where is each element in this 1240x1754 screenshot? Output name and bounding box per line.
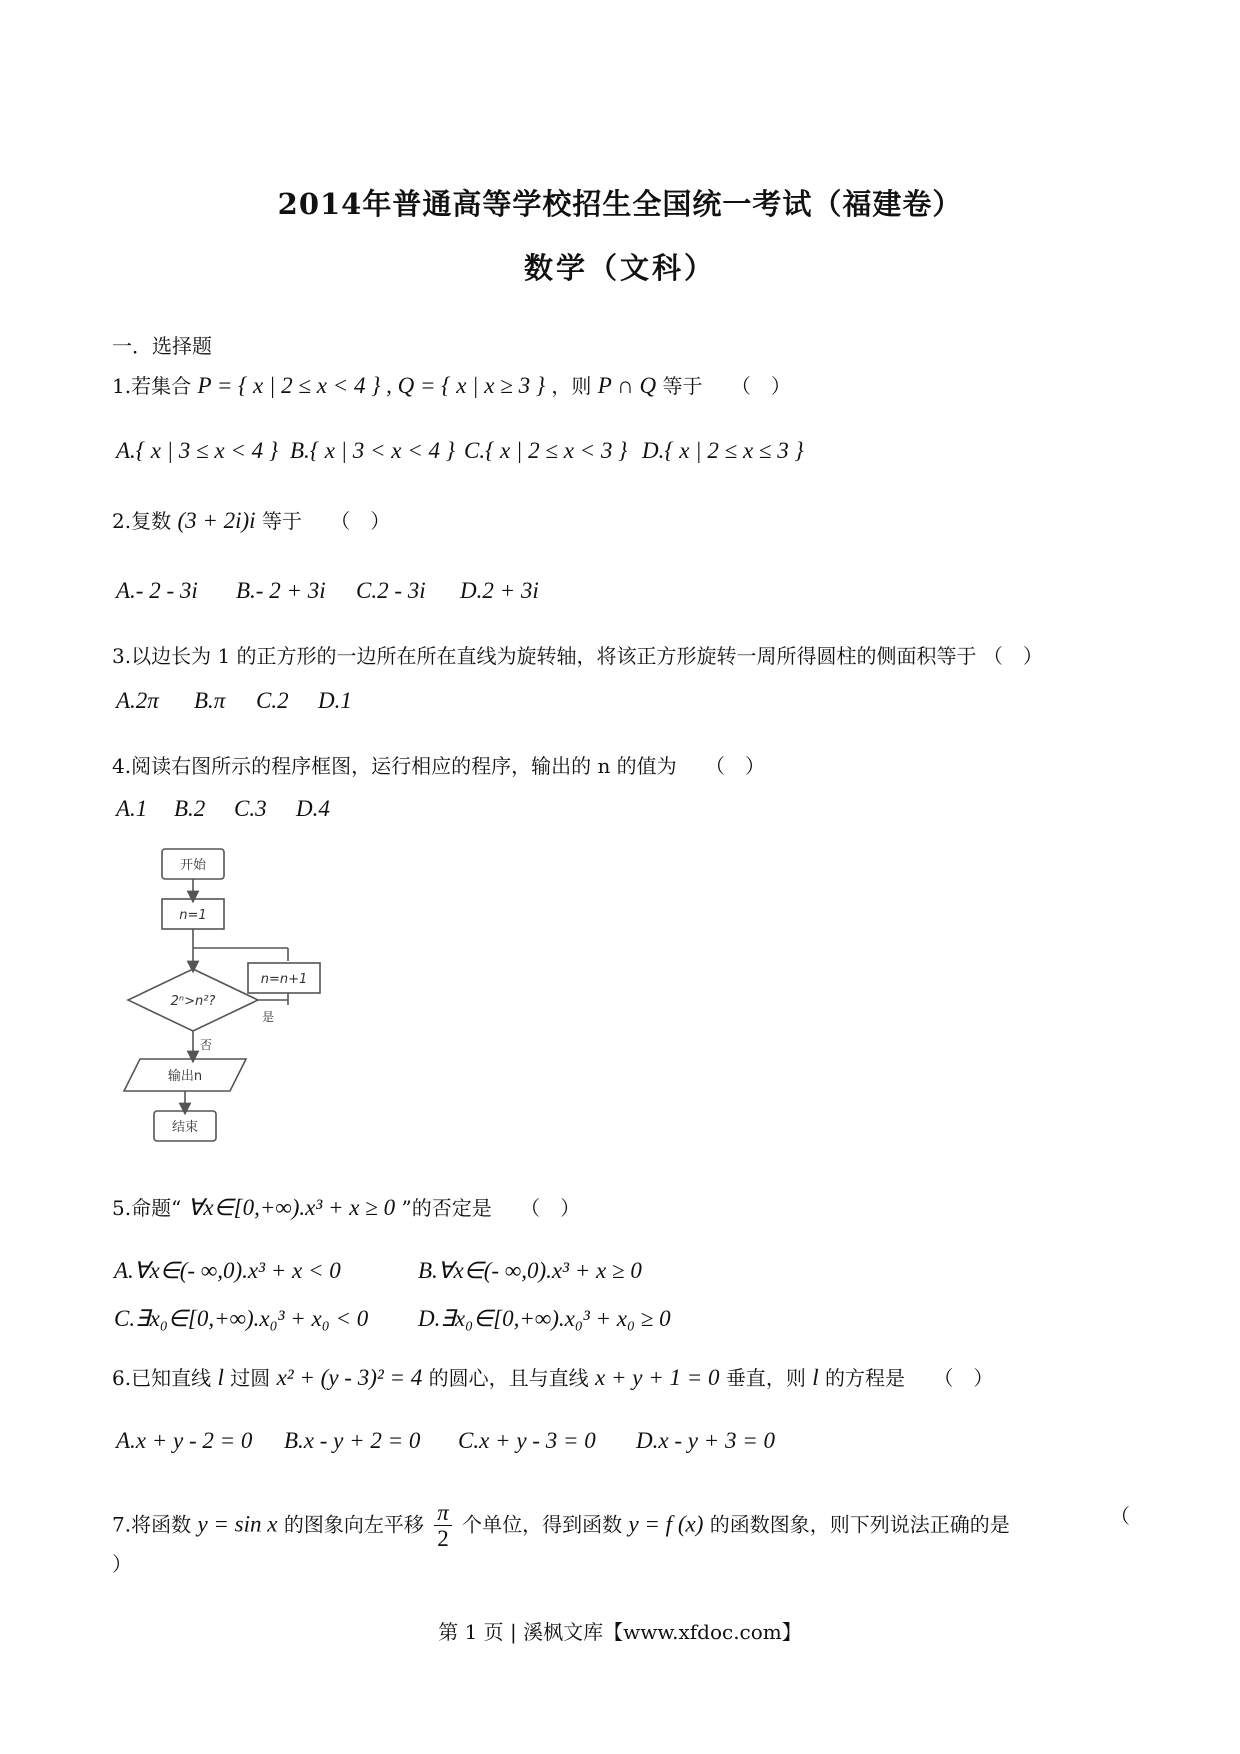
q7-t1: 的图象向左平移 — [283, 1512, 424, 1537]
q5-option-a: A.∀x∈(- ∞,0).x³ + x < 0 — [114, 1258, 341, 1283]
q1-option-c: C.{ x | 2 ≤ x < 3 } — [464, 438, 628, 463]
q7-t3: 的函数图象，则下列说法正确的是 — [709, 1512, 1010, 1537]
q1-option-d: D.{ x | 2 ≤ x ≤ 3 } — [642, 438, 804, 463]
flow-end-label: 结束 — [171, 1120, 199, 1135]
flow-condition-label: 2ⁿ>n²? — [170, 994, 216, 1009]
q5-option-b: B.∀x∈(- ∞,0).x³ + x ≥ 0 — [418, 1258, 642, 1283]
flow-yes-label: 是 — [261, 1010, 275, 1024]
q4-option-d: D.4 — [296, 796, 330, 821]
q3-paren: （ ） — [982, 644, 1043, 668]
q3-option-d: D.1 — [318, 688, 352, 713]
q4-stem: 4.阅读右图所示的程序框图，运行相应的程序，输出的 n 的值为 — [112, 754, 677, 778]
q7-m1: y = sin x — [197, 1511, 278, 1537]
page-footer: 第 1 页 | 溪枫文库【www.xfdoc.com】 — [438, 1620, 802, 1644]
q6-t3: 垂直，则 — [725, 1366, 806, 1390]
q1-mid: ，则 — [551, 374, 592, 398]
q2-tail: 等于 — [261, 509, 302, 533]
q6-option-c: C.x + y - 3 = 0 — [458, 1428, 596, 1453]
q2-math: (3 + 2i)i — [177, 508, 256, 533]
q3-option-a: A.2π — [116, 688, 159, 713]
question-3 — [112, 640, 1043, 669]
q6-t2: 的圆心，且与直线 — [428, 1366, 589, 1390]
flow-start-label: 开始 — [179, 858, 207, 873]
q5-option-d: D.∃x₀∈[0,+∞).x₀³ + x₀ ≥ 0 — [418, 1306, 671, 1331]
flow-init-label: n=1 — [179, 908, 207, 923]
q1-option-b: B.{ x | 3 < x < 4 } — [290, 438, 455, 463]
q6-m4: l — [812, 1365, 819, 1390]
q7-frac-num: π — [434, 1500, 452, 1526]
q2-paren: （ ） — [330, 509, 391, 533]
q5-math: ∀x∈[0,+∞).x³ + x ≥ 0 — [187, 1195, 396, 1220]
q6-option-a: A.x + y - 2 = 0 — [116, 1428, 253, 1453]
q6-t4: 的方程是 — [824, 1366, 905, 1390]
q1-stem: 1.若集合 — [112, 374, 192, 398]
q6-m2: x² + (y - 3)² = 4 — [276, 1365, 423, 1390]
exam-title: 2014年普通高等学校招生全国统一考试（福建卷） — [277, 187, 963, 221]
q3-option-c: C.2 — [256, 688, 289, 713]
q2-option-a: A.- 2 - 3i — [116, 578, 198, 603]
q2-option-d: D.2 + 3i — [460, 578, 539, 603]
q1-math: P = { x | 2 ≤ x < 4 } , Q = { x | x ≥ 3 } — [197, 373, 546, 398]
q4-option-a: A.1 — [116, 796, 148, 821]
q7-fraction — [434, 1500, 452, 1552]
question-7 — [112, 1500, 1010, 1552]
q6-option-d: D.x - y + 3 = 0 — [636, 1428, 775, 1453]
exam-subtitle: 数学（文科） — [523, 251, 716, 285]
q5-stem: 5.命题“ — [112, 1196, 182, 1220]
q6-t1: 过圆 — [230, 1366, 271, 1390]
q7-m2: y = f (x) — [628, 1511, 704, 1537]
q5-tail: ”的否定是 — [401, 1196, 492, 1220]
q2-option-c: C.2 - 3i — [356, 578, 426, 603]
q6-m3: x + y + 1 = 0 — [595, 1365, 720, 1390]
q1-math2: P ∩ Q — [597, 373, 657, 398]
q7-stem: 7.将函数 — [112, 1512, 192, 1537]
q3-option-b: B.π — [194, 688, 226, 713]
q1-paren: （ ） — [730, 374, 791, 398]
q7-paren-close: ） — [112, 1552, 132, 1576]
q5-option-c: C.∃x₀∈[0,+∞).x₀³ + x₀ < 0 — [114, 1306, 369, 1331]
question-2 — [112, 505, 390, 534]
q2-option-b: B.- 2 + 3i — [236, 578, 326, 603]
q6-m1: l — [217, 1365, 224, 1390]
q7-paren-open: （ — [1110, 1504, 1130, 1528]
q5-paren: （ ） — [520, 1196, 581, 1220]
question-4 — [112, 750, 765, 779]
flow-output-label: 输出n — [167, 1069, 203, 1084]
q1-option-a: A.{ x | 3 ≤ x < 4 } — [116, 438, 279, 463]
q6-stem: 6.已知直线 — [112, 1366, 212, 1390]
q4-paren: （ ） — [705, 754, 766, 778]
section-heading: 一．选择题 — [112, 334, 212, 358]
q7-t2: 个单位，得到函数 — [462, 1512, 623, 1537]
q4-option-c: C.3 — [234, 796, 267, 821]
q4-option-b: B.2 — [174, 796, 206, 821]
q6-paren: （ ） — [933, 1366, 994, 1390]
flow-increment-label: n=n+1 — [260, 972, 308, 987]
question-5 — [112, 1192, 580, 1221]
question-1 — [112, 370, 791, 399]
q2-stem: 2.复数 — [112, 509, 172, 533]
q1-tail: 等于 — [662, 374, 703, 398]
q6-option-b: B.x - y + 2 = 0 — [284, 1428, 421, 1453]
question-6 — [112, 1362, 993, 1391]
program-flowchart — [118, 845, 380, 1145]
q3-stem: 3.以边长为 1 的正方形的一边所在所在直线为旋转轴，将该正方形旋转一周所得圆柱的侧面积等于 — [112, 644, 977, 668]
flow-no-label: 否 — [199, 1038, 213, 1052]
q7-frac-den: 2 — [437, 1526, 449, 1552]
